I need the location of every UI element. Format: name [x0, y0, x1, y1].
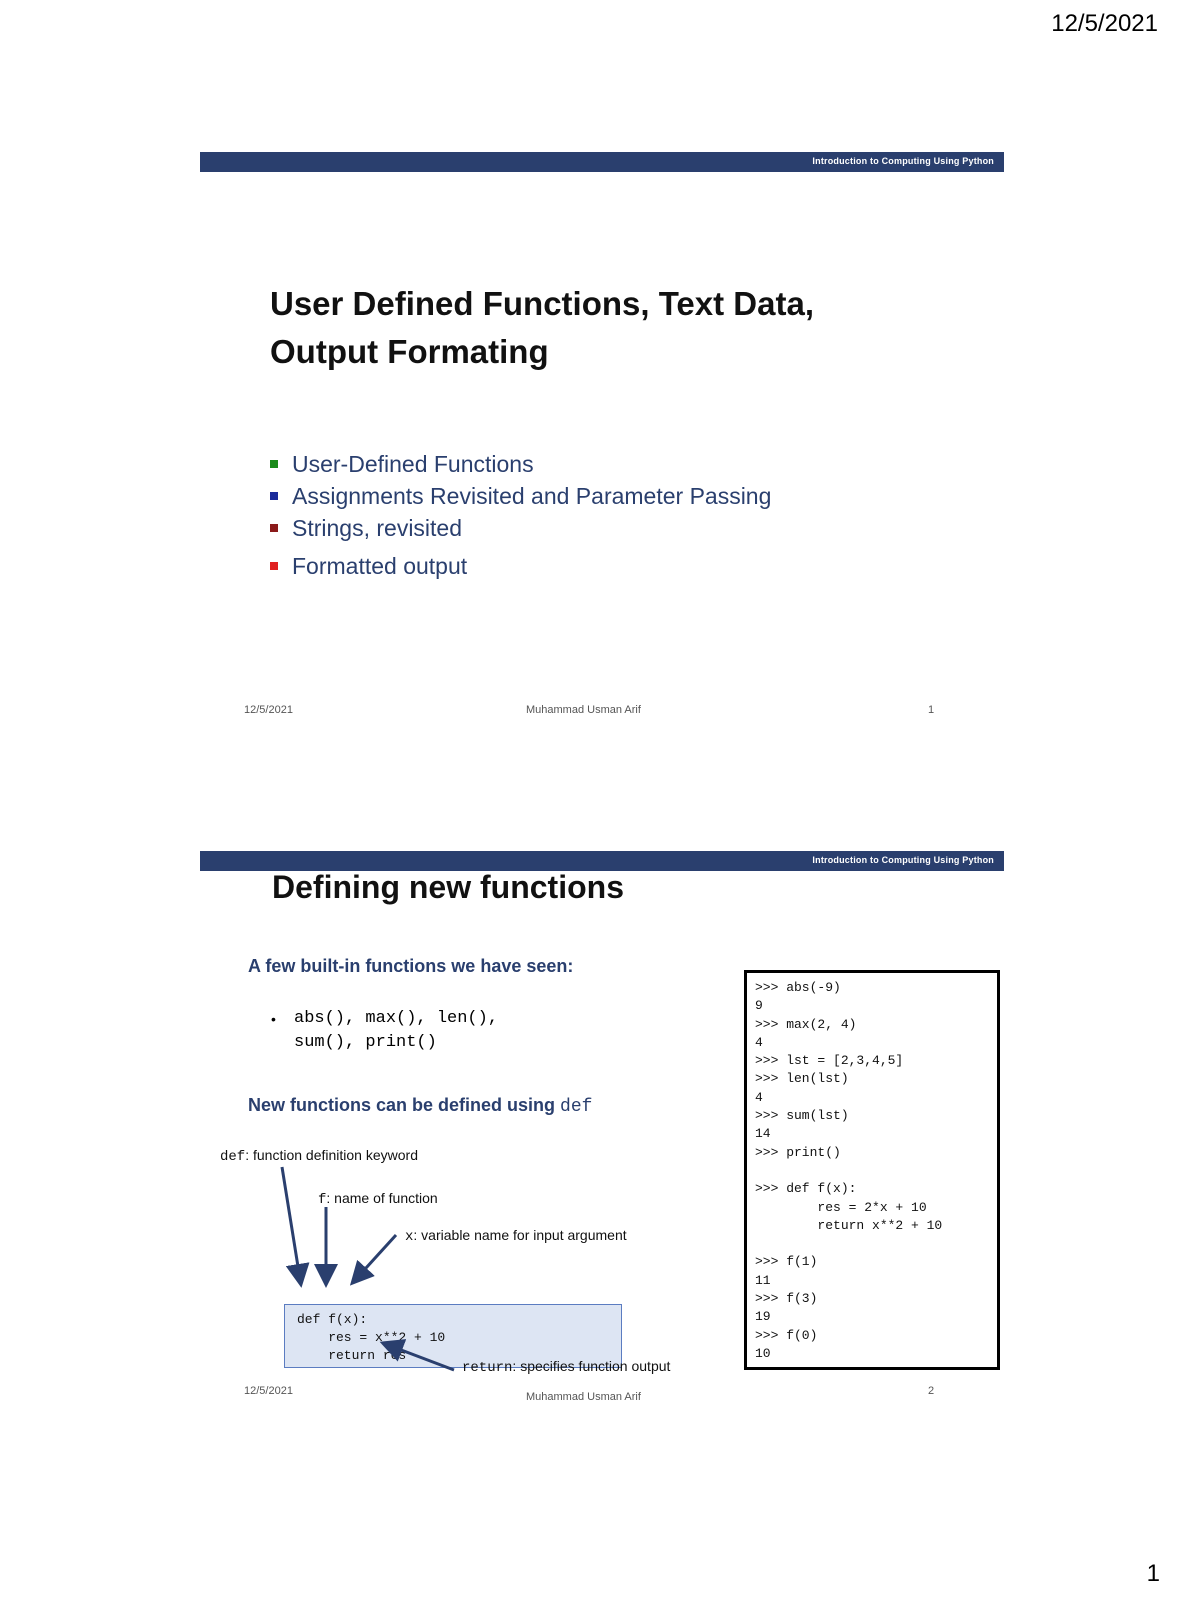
list-item [270, 550, 771, 582]
arrow-x [356, 1235, 396, 1279]
slide-1 [200, 152, 1004, 742]
footer-date: 12/5/2021 [244, 1385, 293, 1397]
footer-slide-number: 2 [928, 1385, 935, 1397]
python-shell-output: >>> abs(-9) 9 >>> max(2, 4) 4 >>> lst = [2,3,4,5] >>> len(lst) 4 >>> sum(lst) 14 >>> print() >>> def f(x): res = 2*x + 10 return x**2 + 10 >>> f(1) 11 >>> f(3) 19 >>> f(0) 10 [755, 980, 943, 1361]
bullet-square-icon [270, 524, 278, 532]
list-item-label: Formatted output [292, 553, 468, 579]
page-number: 1 [1146, 1560, 1160, 1587]
annotation-code: x [405, 1229, 414, 1245]
list-item-label: User-Defined Functions [292, 451, 534, 477]
slide-title: Defining new functions [272, 869, 624, 905]
topic-list [270, 448, 771, 582]
list-item [270, 512, 771, 544]
footer-author: Muhammad Usman Arif [526, 1391, 641, 1403]
course-name: Introduction to Computing Using Python [812, 855, 994, 865]
arrow-return [388, 1345, 454, 1370]
list-item-label: Strings, revisited [292, 515, 463, 541]
page-date: 12/5/2021 [1051, 10, 1158, 37]
def-heading-text: New functions can be defined using [248, 1095, 561, 1115]
annotation-text: : function definition keyword [245, 1147, 418, 1163]
slide-header-bar [200, 152, 1004, 172]
annotation-code: def [220, 1149, 246, 1165]
annotation-text: : name of function [326, 1190, 438, 1206]
annotation-code: f [318, 1192, 327, 1208]
course-name: Introduction to Computing Using Python [812, 156, 994, 166]
bullet-square-icon [270, 492, 278, 500]
title-line-1: User Defined Functions, Text Data, [270, 285, 814, 322]
annotation-code: return [462, 1360, 513, 1376]
list-item [270, 448, 771, 480]
builtins-heading: A few built-in functions we have seen: [248, 956, 574, 976]
annotation-text: : specifies function output [512, 1358, 671, 1374]
arrow-def [282, 1167, 300, 1279]
bullet-dot-icon: • [271, 1011, 276, 1027]
footer-date: 12/5/2021 [244, 704, 293, 716]
builtins-line-1: abs(), max(), len(), [294, 1009, 499, 1028]
code-example: def f(x): res = x**2 + 10 return res [297, 1312, 446, 1363]
list-item [270, 480, 771, 512]
slide-2 [200, 851, 1004, 1441]
python-shell-panel [744, 970, 1000, 1370]
slide-title [270, 280, 910, 376]
list-item-label: Assignments Revisited and Parameter Passing [292, 483, 772, 509]
footer-slide-number: 1 [928, 704, 935, 716]
bullet-square-icon [270, 562, 278, 570]
title-line-2: Output Formating [270, 333, 549, 370]
builtins-line-2: sum(), print() [294, 1033, 437, 1052]
annotation-text: : variable name for input argument [413, 1227, 627, 1243]
footer-author: Muhammad Usman Arif [526, 704, 641, 716]
def-keyword: def [560, 1097, 593, 1117]
bullet-square-icon [270, 460, 278, 468]
